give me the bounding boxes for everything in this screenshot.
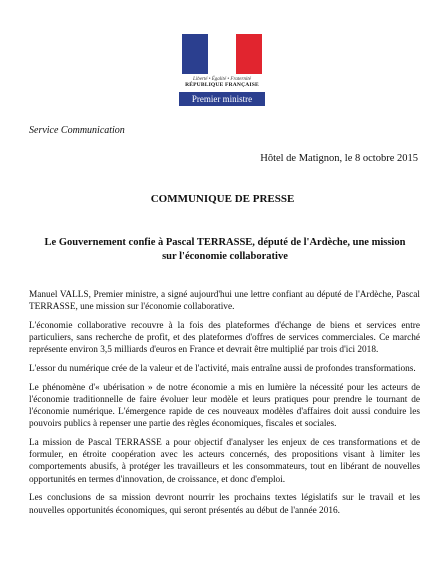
paragraph: Manuel VALLS, Premier ministre, a signé aujourd'hui une lettre confiant au député de l'Ardèche, Pascal TERRASSE, une mission sur l'économie collaborative. (29, 290, 420, 313)
date-line: Hôtel de Matignon, le 8 octobre 2015 (260, 153, 418, 164)
marianne-flag-icon (182, 34, 262, 74)
press-release-heading: COMMUNIQUE DE PRESSE (150, 193, 295, 205)
paragraph: L'économie collaborative recouvre à la fois des plateformes d'échange de biens et services entre particuliers, sans recherche de profit, et des plateformes d'offres de services commerciales. Ce marché représente environ 3,5 milliards d'euros en France et devrait être multiplié par trois d'ici 2018. (29, 320, 420, 356)
paragraph: Les conclusions de sa mission devront nourrir les prochains textes législatifs sur le travail et les nouvelles opportunités économiques, qui seront présentés au début de l'année 2016. (29, 493, 420, 516)
government-logo (178, 34, 266, 106)
press-release-body (29, 289, 420, 523)
press-release-title: Le Gouvernement confie à Pascal TERRASSE, député de l'Ardèche, une mission sur l'économie collaborative (44, 237, 406, 262)
logo-motto: Liberté • Égalité • Fraternité (193, 77, 251, 82)
service-name: Service Communication (29, 125, 125, 136)
paragraph: La mission de Pascal TERRASSE a pour objectif d'analyser les enjeux de ces transformations et de formuler, en étroite coopération avec les acteurs concernés, des propositions visant à limiter les comportements abusifs, à protéger les travailleurs et les consommateurs, tout en libérant de nouvelles opportunités en termes d'innovation, de croissance, et donc d'emploi. (29, 438, 420, 485)
logo-republic: RÉPUBLIQUE FRANÇAISE (185, 82, 259, 88)
paragraph: L'essor du numérique crée de la valeur et de l'activité, mais entraîne aussi de profondes transformations. (29, 364, 416, 375)
paragraph: Le phénomène d'« ubérisation » de notre économie a mis en lumière la nécessité pour les acteurs de l'économie traditionnelle de faire évoluer leur modèle et leurs pratiques pour prendre le tournant de l'économie numérique. L'émergence rapide de ces nouveaux modèles d'affaires doit aussi conduire les pouvoirs publics à repenser une partie des règles économiques, fiscales et sociales. (29, 382, 420, 430)
logo-office: Premier ministre (179, 92, 265, 106)
